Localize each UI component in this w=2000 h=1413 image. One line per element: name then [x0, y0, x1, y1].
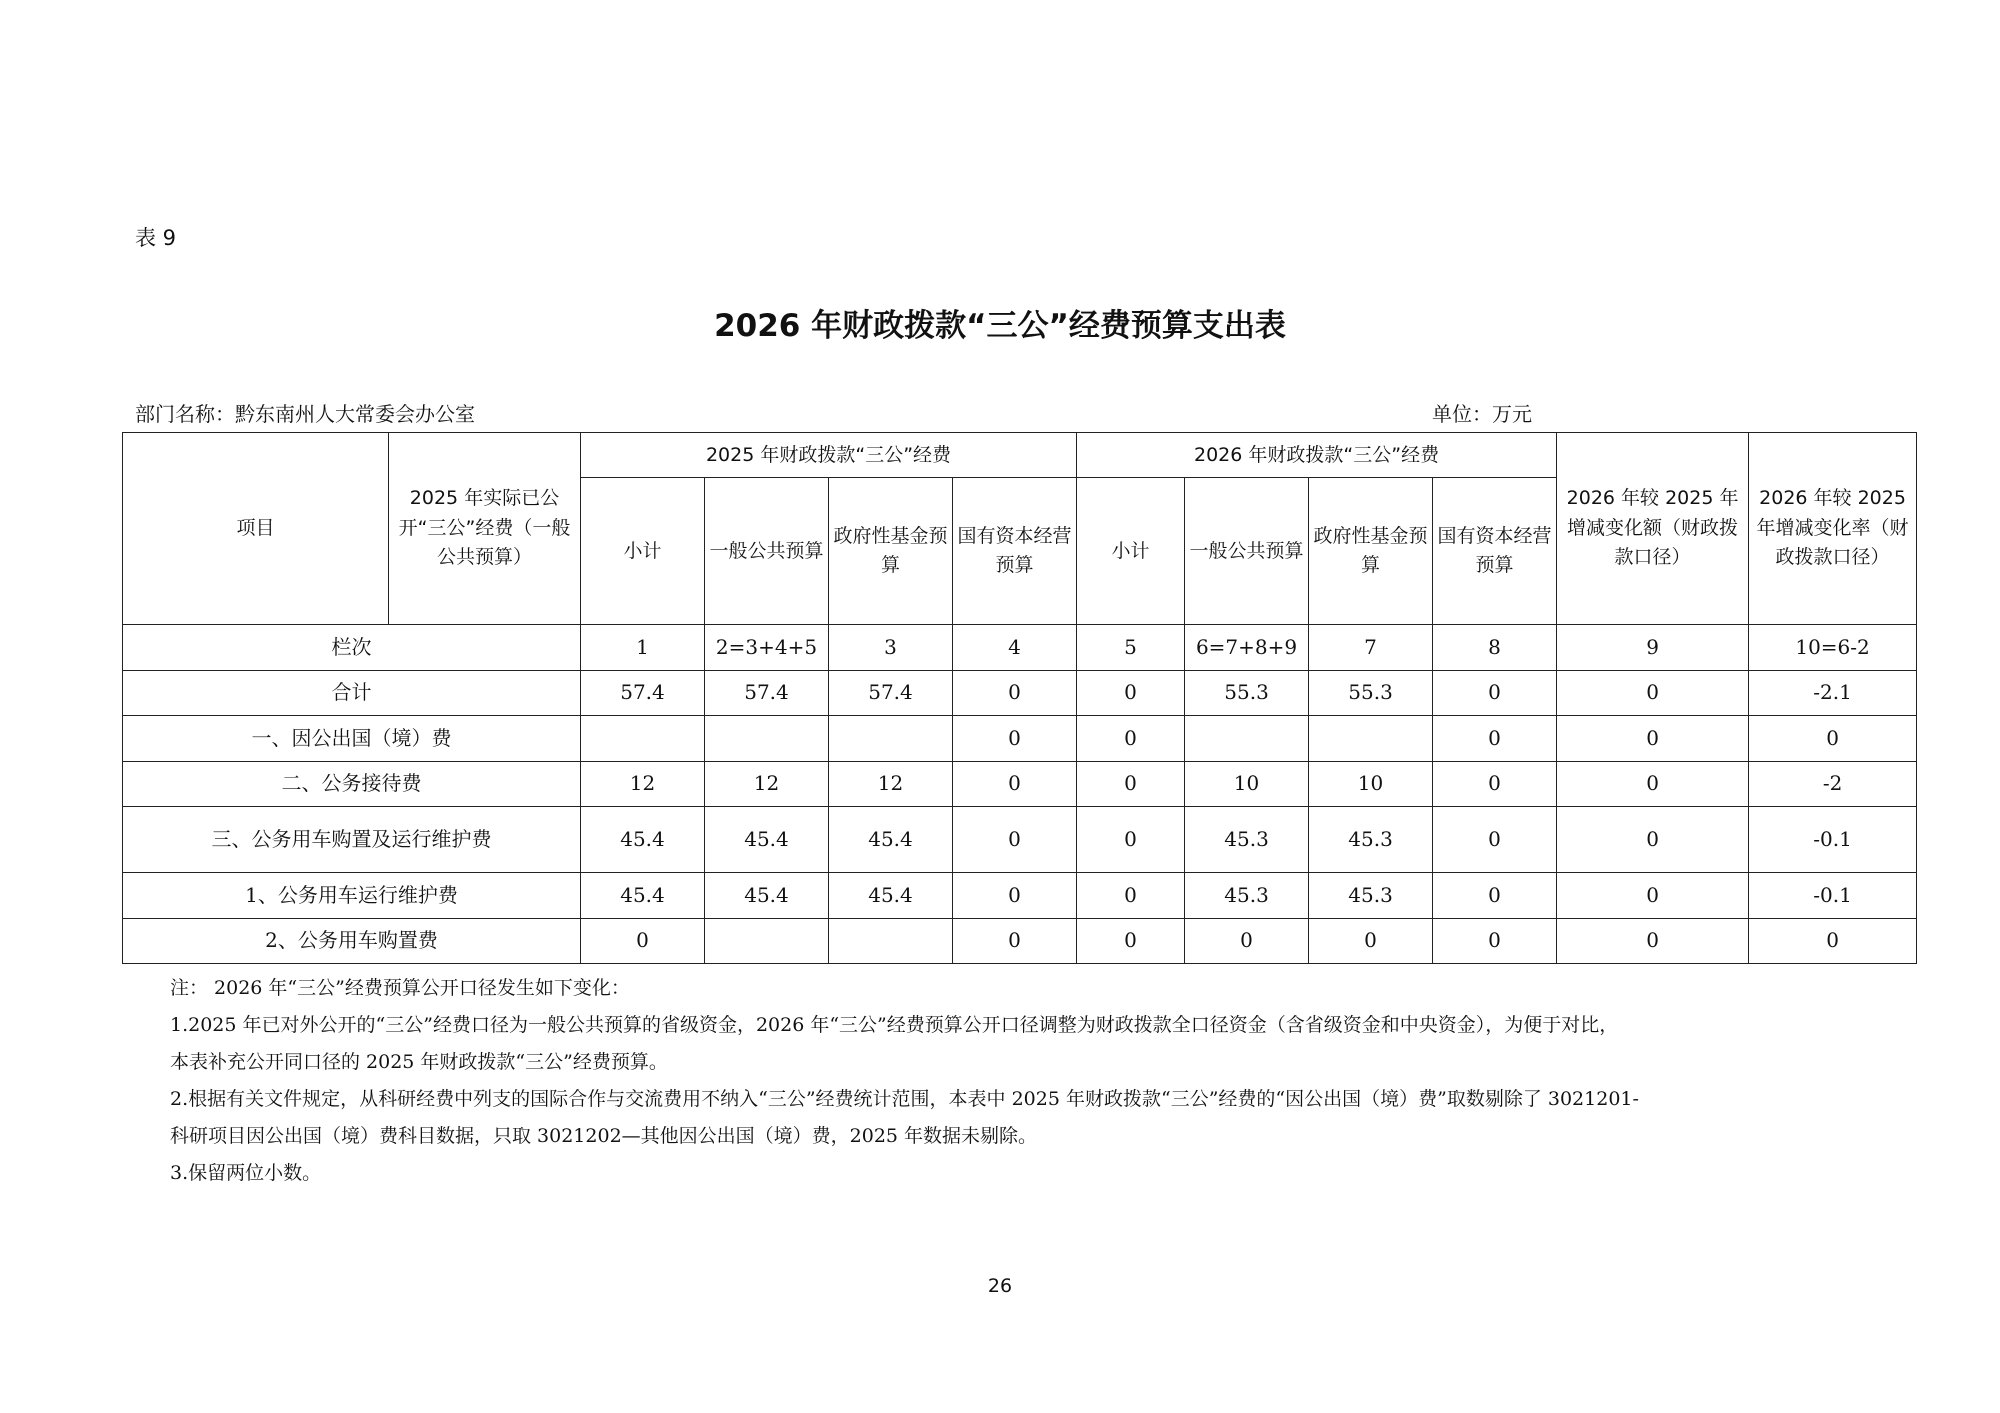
- table-cell: 57.4: [581, 670, 705, 715]
- table-cell: 57.4: [705, 670, 829, 715]
- table-cell: 0: [953, 918, 1077, 963]
- table-cell: 0: [953, 761, 1077, 806]
- table-label: 表 9: [135, 226, 177, 250]
- table-cell: 45.4: [705, 806, 829, 872]
- note-1-continued: 本表补充公开同口径的 2025 年财政拨款“三公”经费预算。: [170, 1051, 668, 1073]
- table-cell: 0: [1749, 716, 1917, 761]
- table-cell: [705, 918, 829, 963]
- table-cell: [1309, 716, 1433, 761]
- table-cell: 0: [1077, 716, 1185, 761]
- header-group-2026: 2026 年财政拨款“三公”经费: [1077, 433, 1557, 478]
- table-cell: 10=6-2: [1749, 625, 1917, 670]
- table-cell: 7: [1309, 625, 1433, 670]
- table-cell: 0: [1309, 918, 1433, 963]
- table-cell: 45.3: [1185, 873, 1309, 918]
- department-name: 部门名称：黔东南州人大常委会办公室: [135, 402, 475, 426]
- row-label: 1、公务用车运行维护费: [123, 873, 581, 918]
- note-3: 3.保留两位小数。: [170, 1162, 322, 1184]
- table-cell: -0.1: [1749, 873, 1917, 918]
- row-label: 三、公务用车购置及运行维护费: [123, 806, 581, 872]
- row-label: 一、因公出国（境）费: [123, 716, 581, 761]
- table-cell: 0: [1433, 918, 1557, 963]
- header-2026-gov-fund: 政府性基金预算: [1309, 478, 1433, 625]
- row-label: 二、公务接待费: [123, 761, 581, 806]
- note-2: 2.根据有关文件规定，从科研经费中列支的国际合作与交流费用不纳入“三公”经费统计范围，本表中 2025 年财政拨款“三公”经费的“因公出国（境）费”取数剔除了 3021201-: [170, 1088, 1639, 1110]
- footnotes: [170, 970, 1890, 1192]
- table-row: [123, 625, 1917, 670]
- table-cell: 0: [1749, 918, 1917, 963]
- note-2-continued: 科研项目因公出国（境）费科目数据，只取 3021202—其他因公出国（境）费，2025 年数据未剔除。: [170, 1125, 1038, 1147]
- table-cell: 0: [1433, 670, 1557, 715]
- table-cell: 0: [1557, 873, 1749, 918]
- table-cell: 0: [1433, 873, 1557, 918]
- table-cell: 5: [1077, 625, 1185, 670]
- table-cell: -2.1: [1749, 670, 1917, 715]
- table-cell: 0: [953, 806, 1077, 872]
- table-cell: -2: [1749, 761, 1917, 806]
- page-title: 2026 年财政拨款“三公”经费预算支出表: [714, 308, 1286, 344]
- table-cell: 0: [1433, 761, 1557, 806]
- table-cell: 0: [953, 670, 1077, 715]
- table-cell: [1185, 716, 1309, 761]
- table-cell: 55.3: [1309, 670, 1433, 715]
- note-1: 1.2025 年已对外公开的“三公”经费口径为一般公共预算的省级资金，2026 年“三公”经费预算公开口径调整为财政拨款全口径资金（含省级资金和中央资金），为便于对比，: [170, 1014, 1619, 1036]
- table-cell: 6=7+8+9: [1185, 625, 1309, 670]
- table-row: [123, 918, 1917, 963]
- table-cell: 0: [1557, 716, 1749, 761]
- table-cell: 8: [1433, 625, 1557, 670]
- header-group-2025: 2025 年财政拨款“三公”经费: [581, 433, 1077, 478]
- table-cell: [829, 918, 953, 963]
- table-cell: 0: [953, 716, 1077, 761]
- table-cell: 45.4: [829, 873, 953, 918]
- table-cell: 0: [1077, 806, 1185, 872]
- table-cell: 45.3: [1309, 806, 1433, 872]
- table-cell: [705, 716, 829, 761]
- table-row: [123, 716, 1917, 761]
- table-cell: 0: [1557, 918, 1749, 963]
- table-cell: 0: [1077, 918, 1185, 963]
- header-2025-subtotal: 小计: [581, 478, 705, 625]
- header-change-amount: 2026 年较 2025 年增减变化额（财政拨款口径）: [1557, 433, 1749, 625]
- table-cell: 10: [1185, 761, 1309, 806]
- table-cell: 10: [1309, 761, 1433, 806]
- table-cell: 12: [705, 761, 829, 806]
- table-cell: 0: [1077, 761, 1185, 806]
- row-label: 2、公务用车购置费: [123, 918, 581, 963]
- table-cell: [581, 716, 705, 761]
- note-intro: 注： 2026 年“三公”经费预算公开口径发生如下变化：: [170, 977, 630, 999]
- table-cell: 0: [953, 873, 1077, 918]
- row-label: 合计: [123, 670, 581, 715]
- table-cell: 45.4: [581, 873, 705, 918]
- header-2026-subtotal: 小计: [1077, 478, 1185, 625]
- table-cell: 45.3: [1185, 806, 1309, 872]
- header-item: 项目: [123, 433, 389, 625]
- table-cell: 0: [1433, 716, 1557, 761]
- table-row: [123, 873, 1917, 918]
- table-row: [123, 806, 1917, 872]
- row-label: 栏次: [123, 625, 581, 670]
- table-cell: 4: [953, 625, 1077, 670]
- table-cell: 12: [581, 761, 705, 806]
- table-cell: 0: [1433, 806, 1557, 872]
- table-row: [123, 670, 1917, 715]
- header-2026-general-public: 一般公共预算: [1185, 478, 1309, 625]
- table-body: [123, 625, 1917, 964]
- table-cell: 55.3: [1185, 670, 1309, 715]
- table-cell: 3: [829, 625, 953, 670]
- table-cell: 0: [1077, 670, 1185, 715]
- table-cell: [829, 716, 953, 761]
- table-cell: 57.4: [829, 670, 953, 715]
- table-cell: 9: [1557, 625, 1749, 670]
- table-cell: 0: [581, 918, 705, 963]
- table-cell: 0: [1557, 670, 1749, 715]
- table-cell: -0.1: [1749, 806, 1917, 872]
- table-cell: 0: [1077, 873, 1185, 918]
- header-2025-gov-fund: 政府性基金预算: [829, 478, 953, 625]
- unit-label: 单位：万元: [1432, 402, 1532, 426]
- table-row: [123, 761, 1917, 806]
- table-cell: 0: [1185, 918, 1309, 963]
- table-cell: 45.4: [581, 806, 705, 872]
- table-cell: 12: [829, 761, 953, 806]
- header-2026-state-capital: 国有资本经营预算: [1433, 478, 1557, 625]
- table-cell: 45.4: [829, 806, 953, 872]
- table-cell: 1: [581, 625, 705, 670]
- header-change-rate: 2026 年较 2025 年增减变化率（财政拨款口径）: [1749, 433, 1917, 625]
- budget-table: [122, 432, 1917, 964]
- header-2025-state-capital: 国有资本经营预算: [953, 478, 1077, 625]
- table-cell: 45.4: [705, 873, 829, 918]
- header-2025-general-public: 一般公共预算: [705, 478, 829, 625]
- header-actual-2025: 2025 年实际已公开“三公”经费（一般公共预算）: [389, 433, 581, 625]
- table-cell: 2=3+4+5: [705, 625, 829, 670]
- table-cell: 0: [1557, 806, 1749, 872]
- table-cell: 45.3: [1309, 873, 1433, 918]
- table-cell: 0: [1557, 761, 1749, 806]
- page-number: 26: [987, 1275, 1013, 1297]
